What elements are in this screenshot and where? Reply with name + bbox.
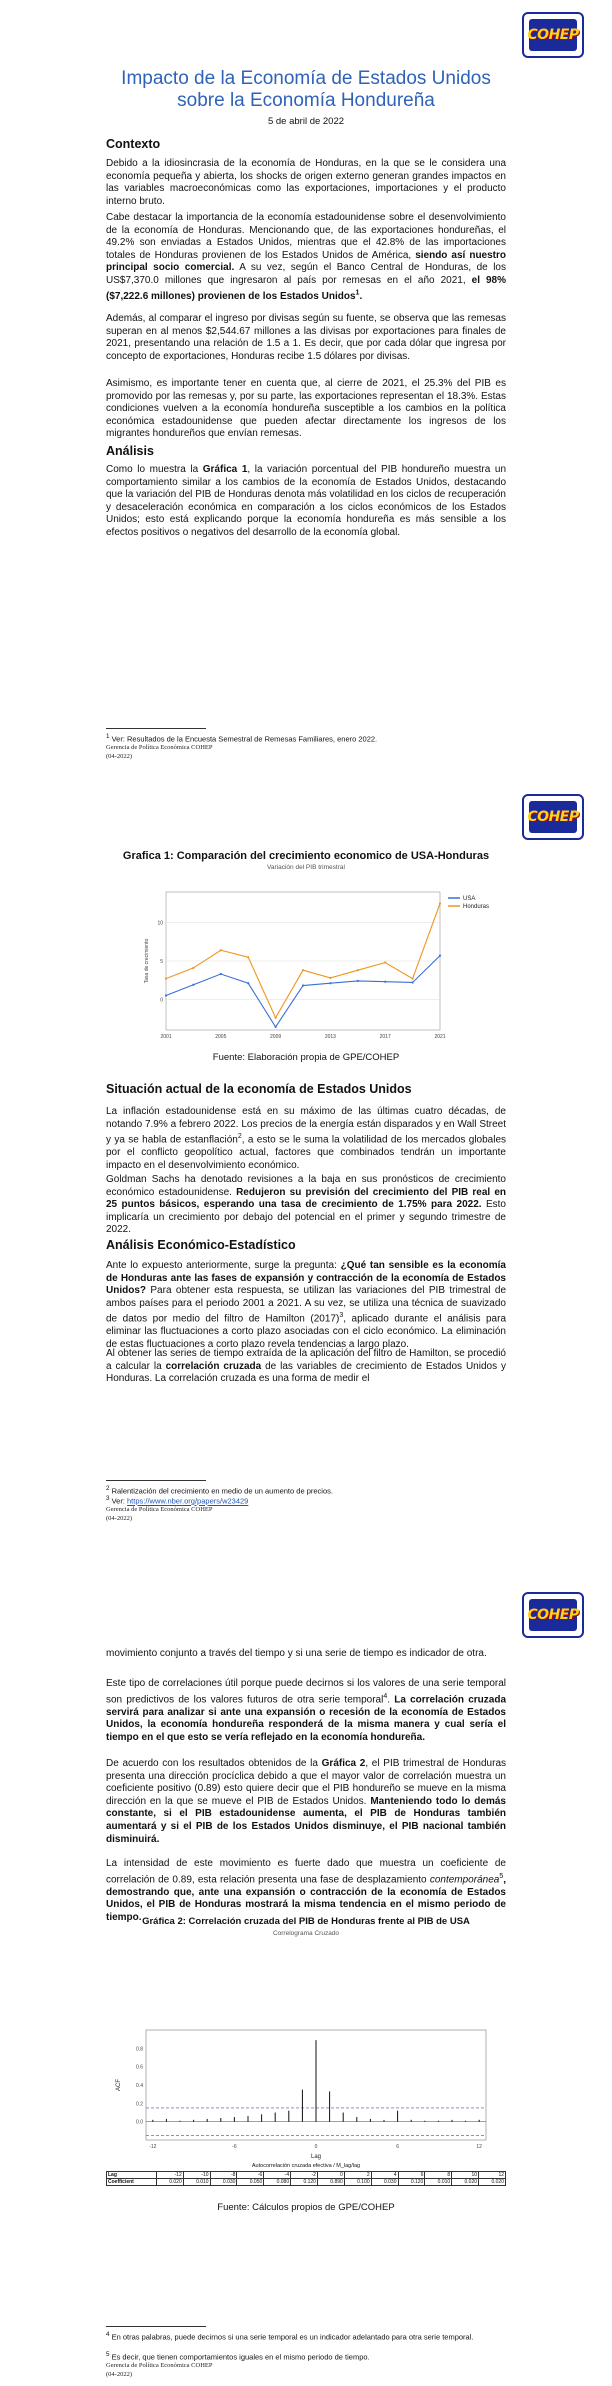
table-label-coefficient: Coefficient <box>107 2179 157 2186</box>
footnote-3-link[interactable]: https://www.nber.org/papers/w23429 <box>127 1496 249 1506</box>
cohep-logo <box>522 12 584 58</box>
table-cell-lag: -12 <box>156 2172 183 2179</box>
table-cell-coefficient: 0.100 <box>344 2179 371 2186</box>
table-cell-coefficient: 0.020 <box>479 2179 506 2186</box>
table-cell-lag: 4 <box>371 2172 398 2179</box>
footnote-separator <box>106 2326 206 2327</box>
chart2-x-tick-label: 6 <box>396 2144 399 2150</box>
cohep-logo <box>522 1592 584 1638</box>
page-title-line-2: sobre la Economía Hondureña <box>177 90 435 111</box>
table-cell-coefficient: 0.010 <box>425 2179 452 2186</box>
table-cell-lag: 12 <box>479 2172 506 2179</box>
chart1-x-tick-label: 2021 <box>434 1034 446 1040</box>
paragraph-6: La inflación estadounidense está en su máximo de las últimas cuatro décadas, de notando 7.9% a febrero 2022. Los precios de la energía están disparados y en Wall Street y ya se habla de estanflación$^2$, a esto se le suma la volatilidad de los mercados globales por el conflicto geopolítico actual, factores que combinados tendrán un importante impacto en el desenvolvimiento económico. <box>106 1106 507 1171</box>
table-cell-coefficient: 0.120 <box>291 2179 318 2186</box>
table-cell-coefficient: 0.050 <box>237 2179 264 2186</box>
chart1-point-usa <box>357 980 359 982</box>
table-cell-coefficient: 0.030 <box>210 2179 237 2186</box>
footer-gerencia: Gerencia de Política Económica COHEP (04-2022) <box>106 2362 213 2378</box>
chart2-y-axis-label: ACF <box>116 2079 122 2091</box>
chart2-y-tick-label: 0.8 <box>136 2046 143 2053</box>
cohep-logo-text: COHEP <box>527 27 579 43</box>
section-heading-analisis: Análisis <box>106 444 154 458</box>
footer-gerencia: Gerencia de Política Económica COHEP (04-2022) <box>106 744 213 760</box>
chart1-point-usa <box>439 955 441 957</box>
chart2-correlogram <box>106 2020 506 2170</box>
table-cell-coefficient: 0.030 <box>371 2179 398 2186</box>
chart1-y-tick-label: 5 <box>160 959 163 965</box>
chart1-legend-label: USA <box>463 896 476 902</box>
table-cell-coefficient: 0.080 <box>264 2179 291 2186</box>
chart1-point-usa <box>247 982 249 984</box>
paragraph-3: Además, al comparar el ingreso por divisas según su fuente, se observa que las remesas superan en al menos $2,544.67 millones a las divisas por exportaciones para finales de 2021, presentando una relación de 1.5 a 1. Es decir, que por cada dólar que ingresa por concepto de exportaciones, Honduras recibe 1.5 dólares por divisas. <box>106 313 506 362</box>
paragraph-4: Asimismo, es importante tener en cuenta que, al cierre de 2021, el 25.3% del PIB es promovido por las remesas y, por su parte, las exportaciones representan el 18.3%. Estas condiciones vuelven a la economía hondureña susceptible a los cambios en la política económica estadounidense que pueden afectar directamente los ingresos de los migrantes hondureños que envían remesas. <box>106 378 506 440</box>
chart1-point-usa <box>412 981 414 983</box>
paragraph-8: Ante lo expuesto anteriormente, surge la pregunta: ¿Qué tan sensible es la economía de Honduras ante las fases de expansión y contracción de la economía de Estados Unidos? Para obtener esta respuesta, se utilizan las variaciones del PIB trimestral de ambos países para el periodo 2001 a 2021. A su vez, se utiliza una técnica de suavizado de datos por medio del filtro de Hamilton $(2017)^3$, aplicado durante el análisis para eliminar las fluctuaciones a corto plazo asociadas con el ciclo económico. La eliminación de estas fluctuaciones a corto plazo revela tendencias a largo plazo. <box>106 1260 507 1350</box>
footer-gerencia: Gerencia de Política Económica COHEP (04-2022) <box>106 1506 213 1522</box>
chart1-series-line-honduras <box>166 904 440 1018</box>
table-cell-lag: 10 <box>452 2172 479 2179</box>
footnote-separator <box>106 1480 206 1481</box>
chart2-y-tick-label: 0.6 <box>136 2064 143 2071</box>
chart2-x-tick-label: 0 <box>314 2144 318 2150</box>
chart1-point-honduras <box>384 961 386 963</box>
table-cell-coefficient: 0.120 <box>398 2179 425 2186</box>
chart1-x-tick-label: 2009 <box>270 1034 282 1040</box>
footnote-5: $^5$ Es decir, que tienen comportamientos iguales en el mismo periodo de tiempo. <box>106 2351 370 2362</box>
paragraph-12: De acuerdo con los resultados obtenidos de la Gráfica 2, el PIB trimestral de Honduras presenta una dirección procíclica debido a que el mayor valor de correlación muestra un coeficiente positivo (0.89) esto quiere decir que el PIB hondureño se mueve en la misma dirección en la que se mueve el PIB de Estados Unidos. Manteniendo todo lo demás constante, si el PIB estadounidense aumenta, el PIB de Honduras también aumentará y si el PIB de los Estados Unidos disminuye, el PIB nacional también disminuirá. <box>106 1758 507 1845</box>
footnote-2: $^2$ Ralentización del crecimiento en medio de un aumento de precios. <box>106 1485 333 1496</box>
chart1-x-tick-label: 2017 <box>379 1034 391 1040</box>
paragraph-9: Al obtener las series de tiempo extraída de la aplicación del filtro de Hamilton, se procedió a calcular la correlación cruzada de las variables de crecimiento de Estados Unidos y Honduras. La correlación cruzada es una forma de medir el <box>106 1348 507 1385</box>
chart2-y-tick-label: 0.2 <box>136 2101 143 2108</box>
section-heading-analisis-economico: Análisis Económico-Estadístico <box>106 1238 296 1252</box>
cohep-logo-text: COHEP <box>527 1607 579 1623</box>
section-heading-contexto: Contexto <box>106 137 161 151</box>
chart1-line-chart <box>140 880 512 1050</box>
table-cell-coefficient: 0.020 <box>156 2179 183 2186</box>
document-date: 5 de abril de 2022 <box>267 116 345 127</box>
chart2-title: Gráfica 2: Correlación cruzada del PIB de Honduras frente al PIB de USA <box>142 1916 470 1927</box>
table-cell-lag: 8 <box>425 2172 452 2179</box>
table-cell-lag: -2 <box>291 2172 318 2179</box>
table-cell-lag: -6 <box>237 2172 264 2179</box>
table-label-lag: Lag <box>107 2172 157 2179</box>
paragraph-2: Cabe destacar la importancia de la economía estadounidense sobre el desenvolvimiento de la economía de Honduras. Mencionando que, de las exportaciones hondureñas, el 49.2% son enviadas a Estados Unidos, mientras que el 42.8% de las importaciones totales de Honduras provienen de los Estados Unidos de América, siendo así nuestro principal socio comercial. A su vez, según el Banco Central de Honduras, de los US$7,370.0 millones que ingresaron al país por remesas en el año 2021, el 98% ($7,222.6 millones) provienen de los Estados Unidos$^1$. <box>106 212 507 302</box>
chart2-x-tick-label: 12 <box>476 2144 482 2150</box>
page-title-line-1: Impacto de la Economía de Estados Unidos <box>121 68 491 89</box>
chart1-y-tick-label: 0 <box>160 997 163 1004</box>
chart1-point-usa <box>329 982 331 984</box>
table-cell-lag: -4 <box>264 2172 291 2179</box>
table-cell-lag: 2 <box>344 2172 371 2179</box>
table-cell-lag: -8 <box>210 2172 237 2179</box>
chart2-x-tick-label: -6 <box>232 2144 237 2150</box>
chart2-y-tick-label: 0.0 <box>136 2119 143 2126</box>
footnote-1: $^1$ Ver: Resultados de la Encuesta Semestral de Remesas Familiares, enero 2022. <box>106 733 378 744</box>
cohep-logo <box>522 794 584 840</box>
chart2-source: Fuente: Cálculos propios de GPE/COHEP <box>217 2202 395 2213</box>
table-cell-lag: -10 <box>183 2172 210 2179</box>
chart2-correlation-table <box>106 2171 506 2186</box>
chart1-point-usa <box>302 984 304 986</box>
chart2-x-tick-label: -12 <box>149 2144 157 2150</box>
chart1-point-honduras <box>357 969 359 971</box>
chart1-point-usa <box>220 973 222 975</box>
table-cell-coefficient: 0.010 <box>183 2179 210 2186</box>
page-3 <box>0 1580 612 2386</box>
chart2-x-axis-label: Lag <box>310 2154 322 2160</box>
chart2-table-title: Autocorrelación cruzada efectiva / M_lag/lag <box>251 2163 361 2169</box>
chart2-subtitle: Correlograma Cruzado <box>272 1930 340 1937</box>
paragraph-5: Como lo muestra la Gráfica 1, la variación porcentual del PIB hondureño muestra un comportamiento similar a los cambios de la economía de Estados Unidos, destacando que la variación del PIB de Honduras denota más volatilidad en los ciclos de recuperación y desaceleración económica en comparación a los ciclos económicos de los Estados Unidos; esto está explicando porque la economía hondureña es más sensible a los efectos positivos o negativos del desarrollo de la economía global. <box>106 464 507 538</box>
chart1-y-tick-label: 10 <box>157 920 163 927</box>
chart1-subtitle: Variación del PIB trimestral <box>267 864 345 871</box>
chart1-source: Fuente: Elaboración propia de GPE/COHEP <box>212 1052 400 1063</box>
footnote-4: $^4$ En otras palabras, puede decirnos si una serie temporal es un indicador adelantado para otra serie temporal. <box>106 2331 474 2342</box>
chart1-x-tick-label: 2005 <box>215 1034 227 1040</box>
chart1-point-honduras <box>412 978 414 980</box>
chart1-point-usa <box>165 994 167 996</box>
paragraph-7: Goldman Sachs ha denotado revisiones a la baja en sus pronósticos de crecimiento económico estadounidense. Redujeron su previsión del crecimiento del PIB real en 25 puntos básicos, esperando una tasa de crecimiento de 1.75% para 2022. Esto implicaría un crecimiento por debajo del potencial en el primer y segundo trimestre de 2022. <box>106 1174 507 1236</box>
chart1-point-honduras <box>329 977 331 979</box>
footnote-separator <box>106 728 206 729</box>
chart1-point-usa <box>275 1026 277 1028</box>
chart1-point-honduras <box>220 949 222 951</box>
paragraph-13: La intensidad de este movimiento es fuerte dado que muestra un coeficiente de correlación de 0.89, esta relación presenta una fase de desplazamiento contemporánea$^5$, demostrando que, ante una expansión o contracción de la economía de Estados Unidos, el PIB de Honduras mostrará la misma tendencia en el mismo periodo de tiempo. <box>106 1858 507 1923</box>
section-heading-situacion: Situación actual de la economía de Estados Unidos <box>106 1082 412 1096</box>
chart1-series-line-usa <box>166 956 440 1027</box>
table-cell-lag: 0 <box>317 2172 344 2179</box>
chart2-y-tick-label: 0.4 <box>136 2083 143 2089</box>
chart1-point-honduras <box>275 1017 277 1019</box>
chart1-point-honduras <box>302 969 304 971</box>
table-cell-coefficient: 0.020 <box>452 2179 479 2186</box>
chart1-point-honduras <box>439 902 441 904</box>
chart1-y-axis-label: Tasa de crecimiento <box>144 938 150 984</box>
chart1-point-honduras <box>165 978 167 980</box>
footnote-3: $^3$ Ver: https://www.nber.org/papers/w23429 <box>106 1495 249 1506</box>
chart1-point-usa <box>192 984 194 986</box>
chart1-point-honduras <box>192 967 194 969</box>
chart1-point-usa <box>384 981 386 983</box>
chart1-x-tick-label: 2013 <box>324 1034 336 1040</box>
paragraph-11: Este tipo de correlaciones útil porque puede decirnos si los valores de una serie temporal son predictivos de los valores futuros de otra serie temporal$^4$. La correlación cruzada servirá para analizar si ante una expansión o recesión de la economía de Estados Unidos, la economía hondureña responderá de la misma manera y cual sería el tiempo en el que esto se vería reflejado en la economía hondureña. <box>106 1678 507 1743</box>
chart1-x-tick-label: 2001 <box>160 1034 172 1040</box>
paragraph-10: movimiento conjunto a través del tiempo y si una serie de tiempo es indicador de otra. <box>106 1648 487 1659</box>
table-cell-lag: 6 <box>398 2172 425 2179</box>
cohep-logo-text: COHEP <box>527 809 579 825</box>
table-cell-coefficient: 0.890 <box>317 2179 344 2186</box>
paragraph-1: Debido a la idiosincrasia de la economía de Honduras, en la que se le considera una economía pequeña y abierta, los shocks de origen externo generan grandes impactos en las variables macroeconómicas como las exportaciones, importaciones y el producto interno bruto. <box>106 158 506 207</box>
chart1-title: Grafica 1: Comparación del crecimiento economico de USA-Honduras <box>122 850 490 862</box>
chart1-point-honduras <box>247 956 249 958</box>
page-1 <box>0 0 612 780</box>
chart1-legend-label: Honduras <box>463 904 490 910</box>
